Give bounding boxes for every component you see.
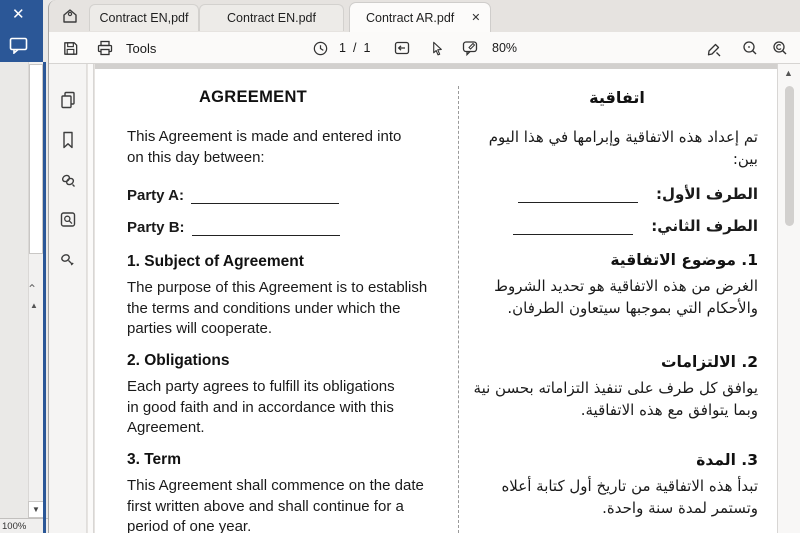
search-document-button[interactable] [56,208,80,232]
tab-close-icon[interactable]: ✕ [471,12,481,24]
en-section2-heading: 2. Obligations [127,352,230,369]
en-section2-body: Each party agrees to fulfill its obligations in good faith and in accordance with this Agreement. [127,378,395,436]
bookmarks-button[interactable] [56,128,80,152]
toolbar [49,32,800,64]
page-thumbnails-button[interactable] [56,88,80,112]
pdf-viewer-window [48,0,800,533]
close-icon[interactable]: ✕ [12,6,25,23]
en-section1-heading: 1. Subject of Agreement [127,253,304,270]
scroll-down-button[interactable]: ▼ [28,501,44,518]
signature-button[interactable] [56,248,80,272]
en-section1-body: The purpose of this Agreement is to establish the terms and conditions under which the parties will cooperate. [127,279,428,337]
window-accent-edge [43,62,46,533]
fill-sign-button[interactable] [701,36,727,60]
page-total: 1 [363,41,372,55]
scroll-up-icon[interactable]: ▲ [30,301,38,310]
en-section3-heading: 3. Term [127,451,181,468]
ar-party-a-blank-line [518,201,638,203]
tab-contract-en-1[interactable] [89,4,199,31]
search-icon [741,39,759,57]
tab-label: Contract EN.pdf [227,11,316,25]
ar-section2-body: يوافق كل طرف على تنفيذ التزاماته بحسن نية وبما يتوافق مع هذه الاتفاقية. [473,379,758,419]
tab-contract-en-2[interactable] [199,4,344,31]
document-scrollbar-thumb[interactable] [785,86,794,226]
sign-pen-icon [58,250,78,270]
tools-menu[interactable]: Tools [126,41,157,56]
background-scrollbar-thumb[interactable] [29,64,43,254]
ar-section2-heading: 2. الالتزامات [660,353,758,371]
en-party-a-row [127,186,447,207]
reading-mode-icon [393,39,411,57]
zoom-level[interactable]: 80% [492,41,518,55]
party-a-blank-line [191,202,339,204]
party-b-blank-line [192,234,340,236]
bookmark-icon [58,130,78,150]
en-title: AGREEMENT [198,88,308,106]
en-section3-body: This Agreement shall commence on the date first written above and shall continue for a period of one year. [127,477,424,533]
search-button[interactable] [737,36,763,60]
en-intro: This Agreement is made and entered into on this day between: [127,128,402,166]
background-zoom-level: 100% [2,521,27,532]
page-indicator[interactable] [339,41,371,55]
save-icon [62,40,79,57]
tab-label: Contract AR.pdf [366,10,455,25]
home-icon [61,7,79,25]
ar-title: اتفاقية [589,90,645,107]
panel-splitter[interactable] [88,64,94,533]
tab-label: Contract EN,pdf [99,11,189,25]
marker-pen-icon [705,39,724,58]
navigation-rail [49,64,87,533]
page-gutter [95,64,777,69]
ar-section1-heading: 1. موضوع الاتفاقية [610,251,758,269]
home-button[interactable] [55,3,85,29]
background-window-edge [0,0,48,533]
column-divider [458,86,459,533]
document-page [95,64,777,533]
collapse-chevron-icon[interactable]: ⌃ [27,282,38,296]
scroll-up-icon[interactable]: ▲ [784,68,793,78]
reading-mode-button[interactable] [389,36,415,60]
page-separator: / [352,41,358,55]
ar-party-b-blank-line [513,233,633,235]
print-icon [96,39,114,57]
history-button[interactable] [307,36,333,60]
background-blue-panel [0,0,43,62]
page-thumbnails-icon [58,90,78,110]
print-button[interactable] [92,36,118,60]
tab-bar [49,0,800,32]
zoom-refresh-icon [771,39,789,57]
ar-party-a-label: الطرف الأول: [655,185,758,203]
page-current: 1 [339,41,347,55]
save-button[interactable] [57,36,83,60]
cursor-icon [429,40,446,57]
search-page-icon [58,210,78,230]
select-tool-button[interactable] [424,36,450,60]
zoom-options-button[interactable] [767,36,793,60]
document-scrollbar[interactable] [777,64,800,533]
clock-icon [312,40,329,57]
party-a-label: Party A: [127,187,184,204]
ar-section3-heading: 3. المدة [696,451,758,469]
comment-icon[interactable] [9,37,29,54]
attachments-button[interactable] [56,168,80,192]
ar-intro: تم إعداد هذه الاتفاقية وإبرامها في هذا اليوم بين: [488,128,758,168]
party-b-label: Party B: [127,219,185,236]
tab-contract-ar[interactable] [349,2,491,32]
ar-party-a-row [466,184,758,206]
ar-party-b-label: الطرف الثاني: [651,217,758,235]
ar-section3-body: تبدأ هذه الاتفاقية من تاريخ أول كتابة أعلاه وتستمر لمدة سنة واحدة. [501,477,758,517]
ar-section1-body: الغرض من هذه الاتفاقية هو تحديد الشروط والأحكام التي بموجبها سيتعاون الطرفان. [494,277,758,317]
comment-tool-button[interactable] [457,36,483,60]
link-icon [58,170,78,190]
en-party-b-row [127,218,447,239]
comment-pencil-icon [461,39,479,57]
ar-party-b-row [466,216,758,238]
